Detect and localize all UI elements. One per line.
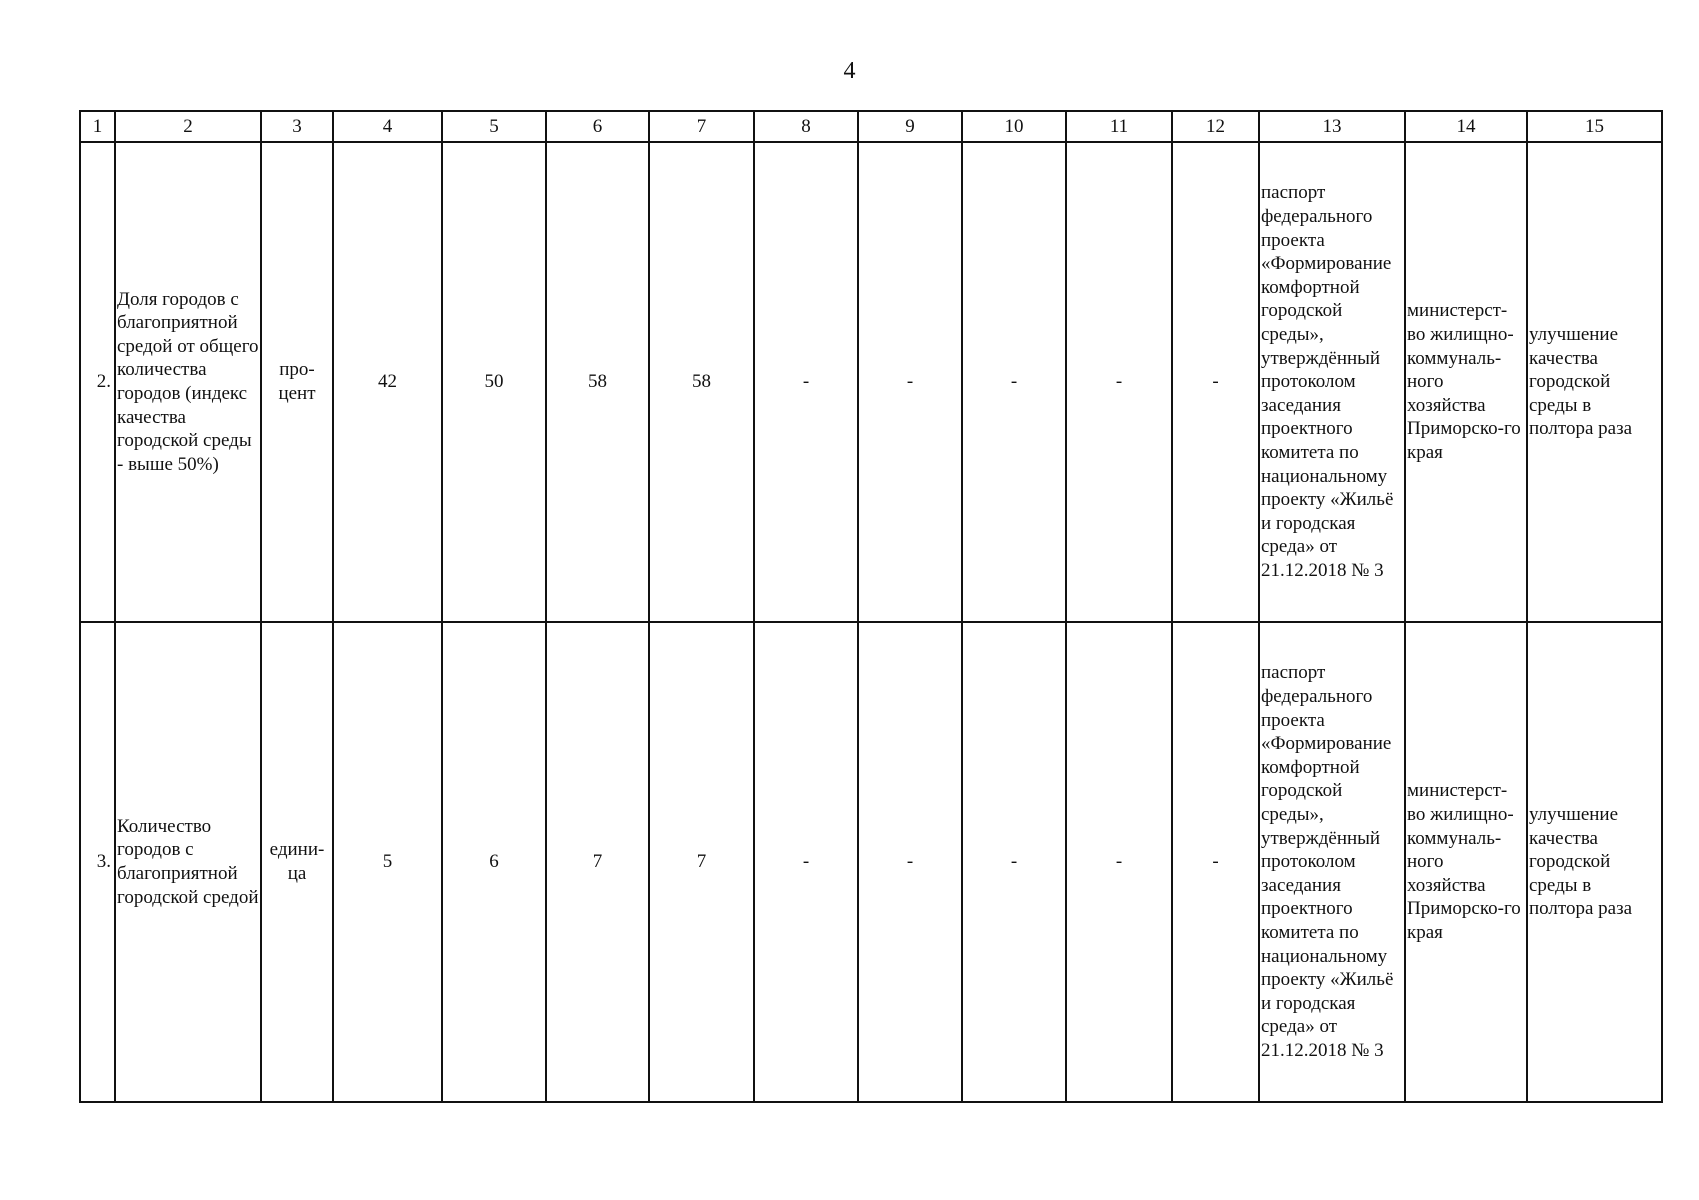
- unit-of-measure: про-цент: [261, 142, 333, 622]
- source-document: паспорт федерального проекта «Формирование комфортной городской среды», утверждённый протоколом заседания проектного комитета по национальному проекту «Жильё и городская среда» от 21.12.2018 № 3: [1259, 142, 1405, 622]
- value-col-5: 50: [442, 142, 546, 622]
- goal: улучшение качества городской среды в полтора раза: [1527, 142, 1662, 622]
- goal: улучшение качества городской среды в полтора раза: [1527, 622, 1662, 1102]
- column-number: 4: [333, 111, 442, 142]
- table-row: [80, 622, 1662, 1102]
- value-col-11: -: [1066, 142, 1172, 622]
- column-number: 6: [546, 111, 649, 142]
- value-col-10: -: [962, 622, 1066, 1102]
- value-col-7: 58: [649, 142, 754, 622]
- column-number: 9: [858, 111, 962, 142]
- column-number-row: [80, 111, 1662, 142]
- indicator-table: [79, 110, 1663, 1103]
- value-col-12: -: [1172, 622, 1259, 1102]
- indicator-name: Количество городов с благоприятной городской средой: [115, 622, 261, 1102]
- value-col-9: -: [858, 142, 962, 622]
- value-col-7: 7: [649, 622, 754, 1102]
- column-number: 3: [261, 111, 333, 142]
- value-col-6: 7: [546, 622, 649, 1102]
- value-col-8: -: [754, 142, 858, 622]
- column-number: 10: [962, 111, 1066, 142]
- row-index: 2.: [80, 142, 115, 622]
- column-number: 14: [1405, 111, 1527, 142]
- value-col-8: -: [754, 622, 858, 1102]
- value-col-4: 5: [333, 622, 442, 1102]
- row-index: 3.: [80, 622, 115, 1102]
- value-col-4: 42: [333, 142, 442, 622]
- unit-of-measure: едини-ца: [261, 622, 333, 1102]
- value-col-9: -: [858, 622, 962, 1102]
- value-col-12: -: [1172, 142, 1259, 622]
- value-col-5: 6: [442, 622, 546, 1102]
- column-number: 5: [442, 111, 546, 142]
- column-number: 1: [80, 111, 115, 142]
- column-number: 12: [1172, 111, 1259, 142]
- page-number: 4: [843, 58, 856, 84]
- column-number: 2: [115, 111, 261, 142]
- value-col-10: -: [962, 142, 1066, 622]
- source-document: паспорт федерального проекта «Формирование комфортной городской среды», утверждённый протоколом заседания проектного комитета по национальному проекту «Жильё и городская среда» от 21.12.2018 № 3: [1259, 622, 1405, 1102]
- column-number: 15: [1527, 111, 1662, 142]
- indicator-name: Доля городов с благоприятной средой от общего количества городов (индекс качества городской среды - выше 50%): [115, 142, 261, 622]
- column-number: 11: [1066, 111, 1172, 142]
- value-col-11: -: [1066, 622, 1172, 1102]
- table-row: [80, 142, 1662, 622]
- column-number: 8: [754, 111, 858, 142]
- column-number: 7: [649, 111, 754, 142]
- value-col-6: 58: [546, 142, 649, 622]
- responsible-body: министерст-во жилищно-коммуналь-ного хозяйства Приморско-го края: [1405, 142, 1527, 622]
- responsible-body: министерст-во жилищно-коммуналь-ного хозяйства Приморско-го края: [1405, 622, 1527, 1102]
- column-number: 13: [1259, 111, 1405, 142]
